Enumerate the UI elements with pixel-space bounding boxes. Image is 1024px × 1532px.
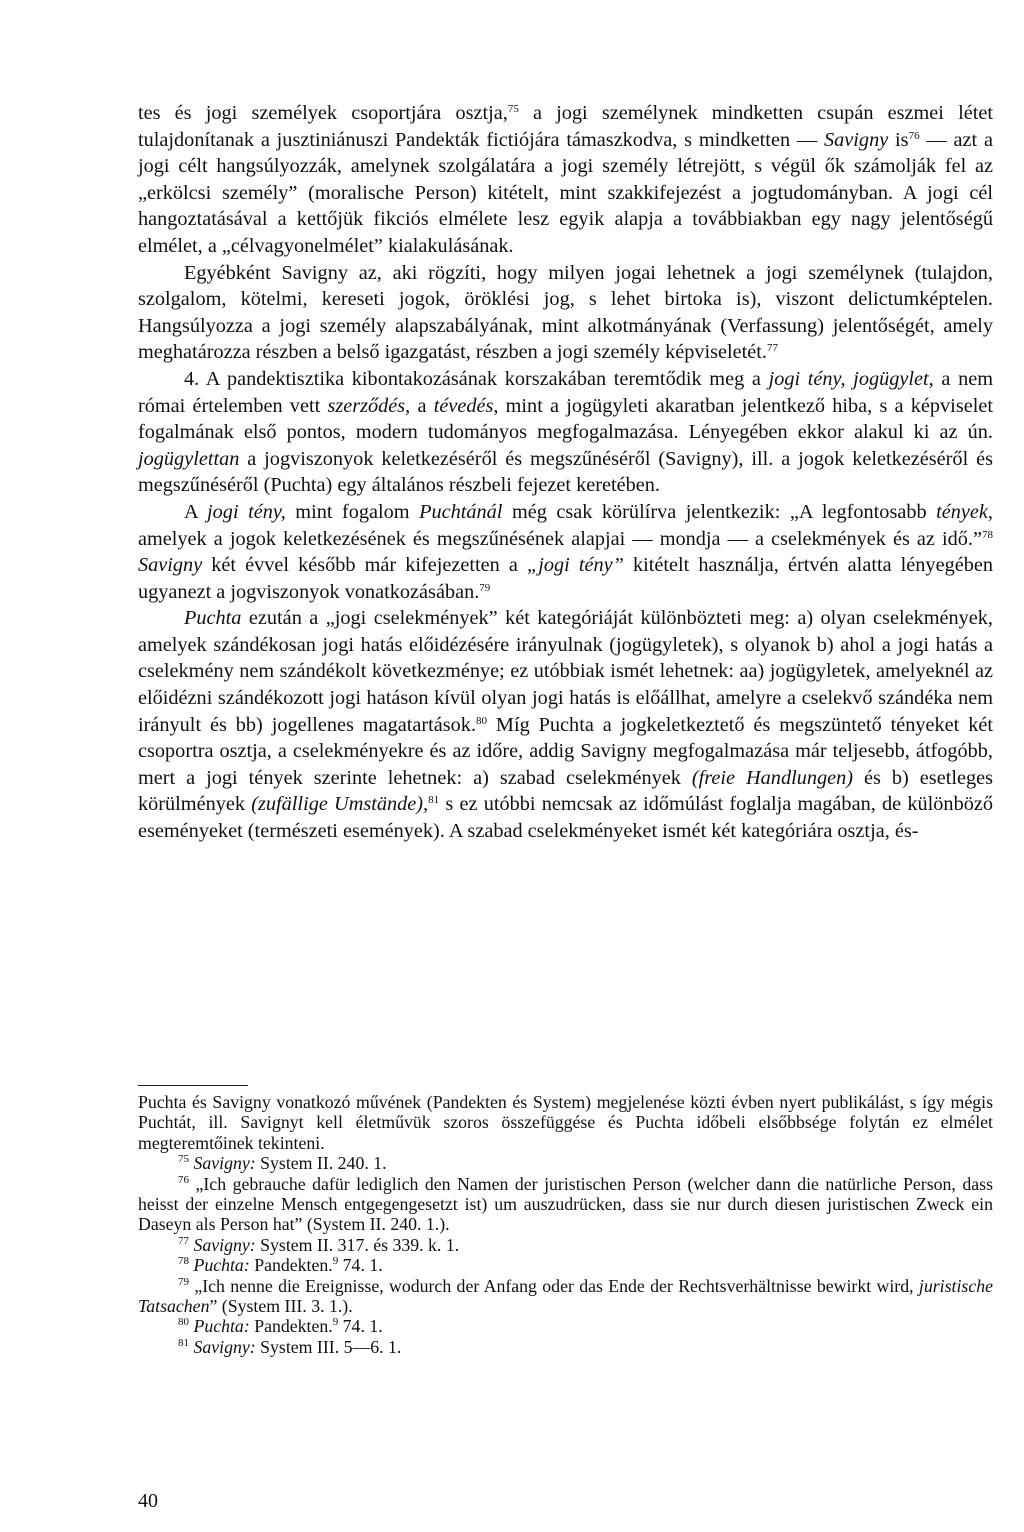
footnote-ref: 9	[332, 1255, 339, 1268]
footnote-ref: 81	[428, 794, 440, 807]
italic-text: Savigny:	[193, 1336, 256, 1357]
italic-text: Puchta	[184, 607, 242, 630]
italic-text: (zufällige Umstände),	[251, 793, 429, 816]
paragraph-3: 4. A pandektisztika kibontakozásának korszakában teremtődik meg a jogi tény, jogügylet, a nem római értelemben vett szerződés, a tévedés, mint a jogügyleti akaratban jelentkező hiba, s a képviselet fogalmának első pontos, modern tudományos megfogalmazása. Lényegében ekkor alakul ki az ún. jogügylettan a jogviszonyok keletkezéséről és megszűnéséről (Savigny), ill. a jogok keletkezéséről és megszűnéséről (Puchta) egy általános részbeli fejezet keretében.	[138, 367, 993, 497]
footnote-ref: 77	[767, 342, 778, 355]
main-text	[138, 100, 993, 845]
footnote-ref: 75	[178, 1153, 189, 1166]
paragraph-5: Puchta ezután a „jogi cselekmények” két kategóriáját különbözteti meg: a) olyan cselekmények, amelyek szándékosan jogi hatás előidézésére irányulnak (jogügyletek), s olyanok b) ahol a jogi hatás a cselekmény nem szándékolt következménye; ez utóbbiak ismét lehetnek: aa) jogügyletek, amelyeknél az előidézni szándékozott jogi hatáson kívül olyan jogi hatás is előállhat, amelyre a cselekvő szándéka nem irányult és bb) jogellenes magatartások.$^{80}$ Míg Puchta a jogkeletkeztető és megszüntető tényeket két csoportra osztja, a cselekményekre és az időre, addig Savigny megfogalmazása már teljesebb, átfogóbb, mert a jogi tények szerinte lehetnek: a) szabad cselekmények (freie Handlungen) és b) esetleges körülmények (zufällige Umstände),$^{81}$ s ez utóbbi nemcsak az időmúlást foglalja magában, de különböző eseményeket (természeti események). A szabad cselekményeket ismét két kategóriára osztja, és-	[138, 607, 993, 843]
footnote-ref: 79	[178, 1275, 189, 1288]
footnote-77: $^{77}$ Savigny: System II. 317. és 339. k. 1.	[178, 1234, 460, 1255]
italic-text: (freie Handlungen)	[691, 766, 854, 789]
footnote-ref: 78	[982, 528, 993, 541]
italic-text: Savigny	[824, 128, 889, 151]
italic-text: Puchta:	[193, 1316, 250, 1337]
italic-text: Savigny:	[193, 1153, 256, 1174]
footnote-ref: 79	[479, 581, 491, 594]
footnote-ref: 80	[178, 1316, 189, 1329]
footnote-ref: 78	[178, 1255, 189, 1268]
footnotes	[138, 1092, 993, 1357]
footnote-ref: 80	[476, 714, 488, 727]
italic-text: Puchta:	[193, 1255, 250, 1276]
footnote-76: $^{76}$ „Ich gebrauche dafür lediglich den Namen der juristischen Person (welcher dann die natürliche Person, dass heisst der einzelne Mensch entgegengesetzt ist) um auszudrücken, dass sie nur durch diesen juristischen Zweck ein Daseyn als Person hat” (System II. 240. 1.).	[138, 1173, 993, 1235]
footnote-81: $^{81}$ Savigny: System III. 5—6. 1.	[178, 1336, 402, 1357]
paragraph-1: tes és jogi személyek csoportjára osztja,$^{75}$ a jogi személynek mindketten csupán eszmei létet tulajdonítanak a jusztiniánuszi Pandekták fictiójára támaszkodva, s mindketten — Savigny $is^{76}$ — azt a jogi célt hangsúlyozzák, amelynek szolgálatára a jogi személy létrejött, s végül ők számolják fel az „erkölcsi személy” (moralische Person) kitételt, mint szakkifejezést a jogtudományban. A jogi cél hangoztatásával a kettőjük fikciós elmélete lesz egyik alapja a továbbiakban egy nagy jelentőségű elmélet, a „célvagyonelmélet” kialakulásának.	[138, 102, 993, 257]
paragraph-4: A jogi tény, mint fogalom Puchtánál még csak körülírva jelentkezik: „A legfontosabb tények, amelyek a jogok keletkezésének és megszűnésének alapjai — mondja — a cselekmények és az idő.”$^{78}$ Savigny két évvel később már kifejezetten a „jogi tény” kitételt használja, értvén alatta lényegében ugyanezt a jogviszonyok vonatkozásában.$^{79}$	[138, 500, 994, 603]
page-number: 40	[138, 1490, 158, 1512]
italic-text: Savigny	[138, 554, 203, 577]
italic-text: jogügylettan	[138, 447, 240, 470]
footnote-75: $^{75}$ Savigny: System II. 240. 1.	[178, 1153, 387, 1174]
footnote-80: $^{80}$ Puchta: Pandekten.$^9$ 74. 1.	[178, 1316, 383, 1337]
footnote-continuation: Puchta és Savigny vonatkozó művének (Pandekten és System) megjelenése közti évben nyert publikálást, s így mégis Puchtát, ill. Savignyt kell életművük szoros összefüggése és Puchta időbeli elsőbbsége folytán ez elmélet megteremtőinek tekinteni.	[138, 1092, 993, 1153]
footnote-ref: 76	[178, 1173, 189, 1186]
footnote-ref: 75	[507, 103, 519, 115]
footnote-78: $^{78}$ Puchta: Pandekten.$^9$ 74. 1.	[178, 1255, 383, 1276]
footnote-ref: 81	[178, 1336, 189, 1349]
footnote-ref: 9	[332, 1316, 339, 1329]
italic-text: Puchtánál	[419, 500, 503, 523]
footnote-79: $^{79}$ „Ich nenne die Ereignisse, wodurch der Anfang oder das Ende der Rechtsverhältnisse bewirkt wird, juristische Tatsachen” (System III. 3. 1.).	[138, 1275, 993, 1317]
paragraph-2: Egyébként Savigny az, aki rögzíti, hogy milyen jogai lehetnek a jogi személynek (tulajdon, szolgalom, kötelmi, kereseti jogok, öröklési jog, s lehet birtoka is), viszont delictumképtelen. Hangsúlyozza a jogi személy alapszabályának, mint alkotmányának (Verfassung) jelentőségét, amely meghatározza részben a belső igazgatást, részben a jogi személy képviseletét.$^{77}$	[138, 261, 993, 364]
italic-text: juristische Tatsachen	[138, 1275, 993, 1317]
footnote-divider	[138, 1085, 248, 1086]
footnote-ref: 76	[908, 129, 920, 142]
italic-text: tévedés,	[433, 394, 499, 417]
italic-text: Savigny:	[193, 1234, 256, 1255]
footnote-ref: 77	[178, 1234, 189, 1247]
italic-text: jogi tény,	[207, 500, 286, 523]
italic-text: szerződés,	[327, 394, 411, 417]
italic-text: „jogi tény”	[526, 554, 624, 577]
italic-text: jogi tény, jogügylet,	[768, 367, 934, 390]
italic-text: tények,	[936, 500, 993, 523]
